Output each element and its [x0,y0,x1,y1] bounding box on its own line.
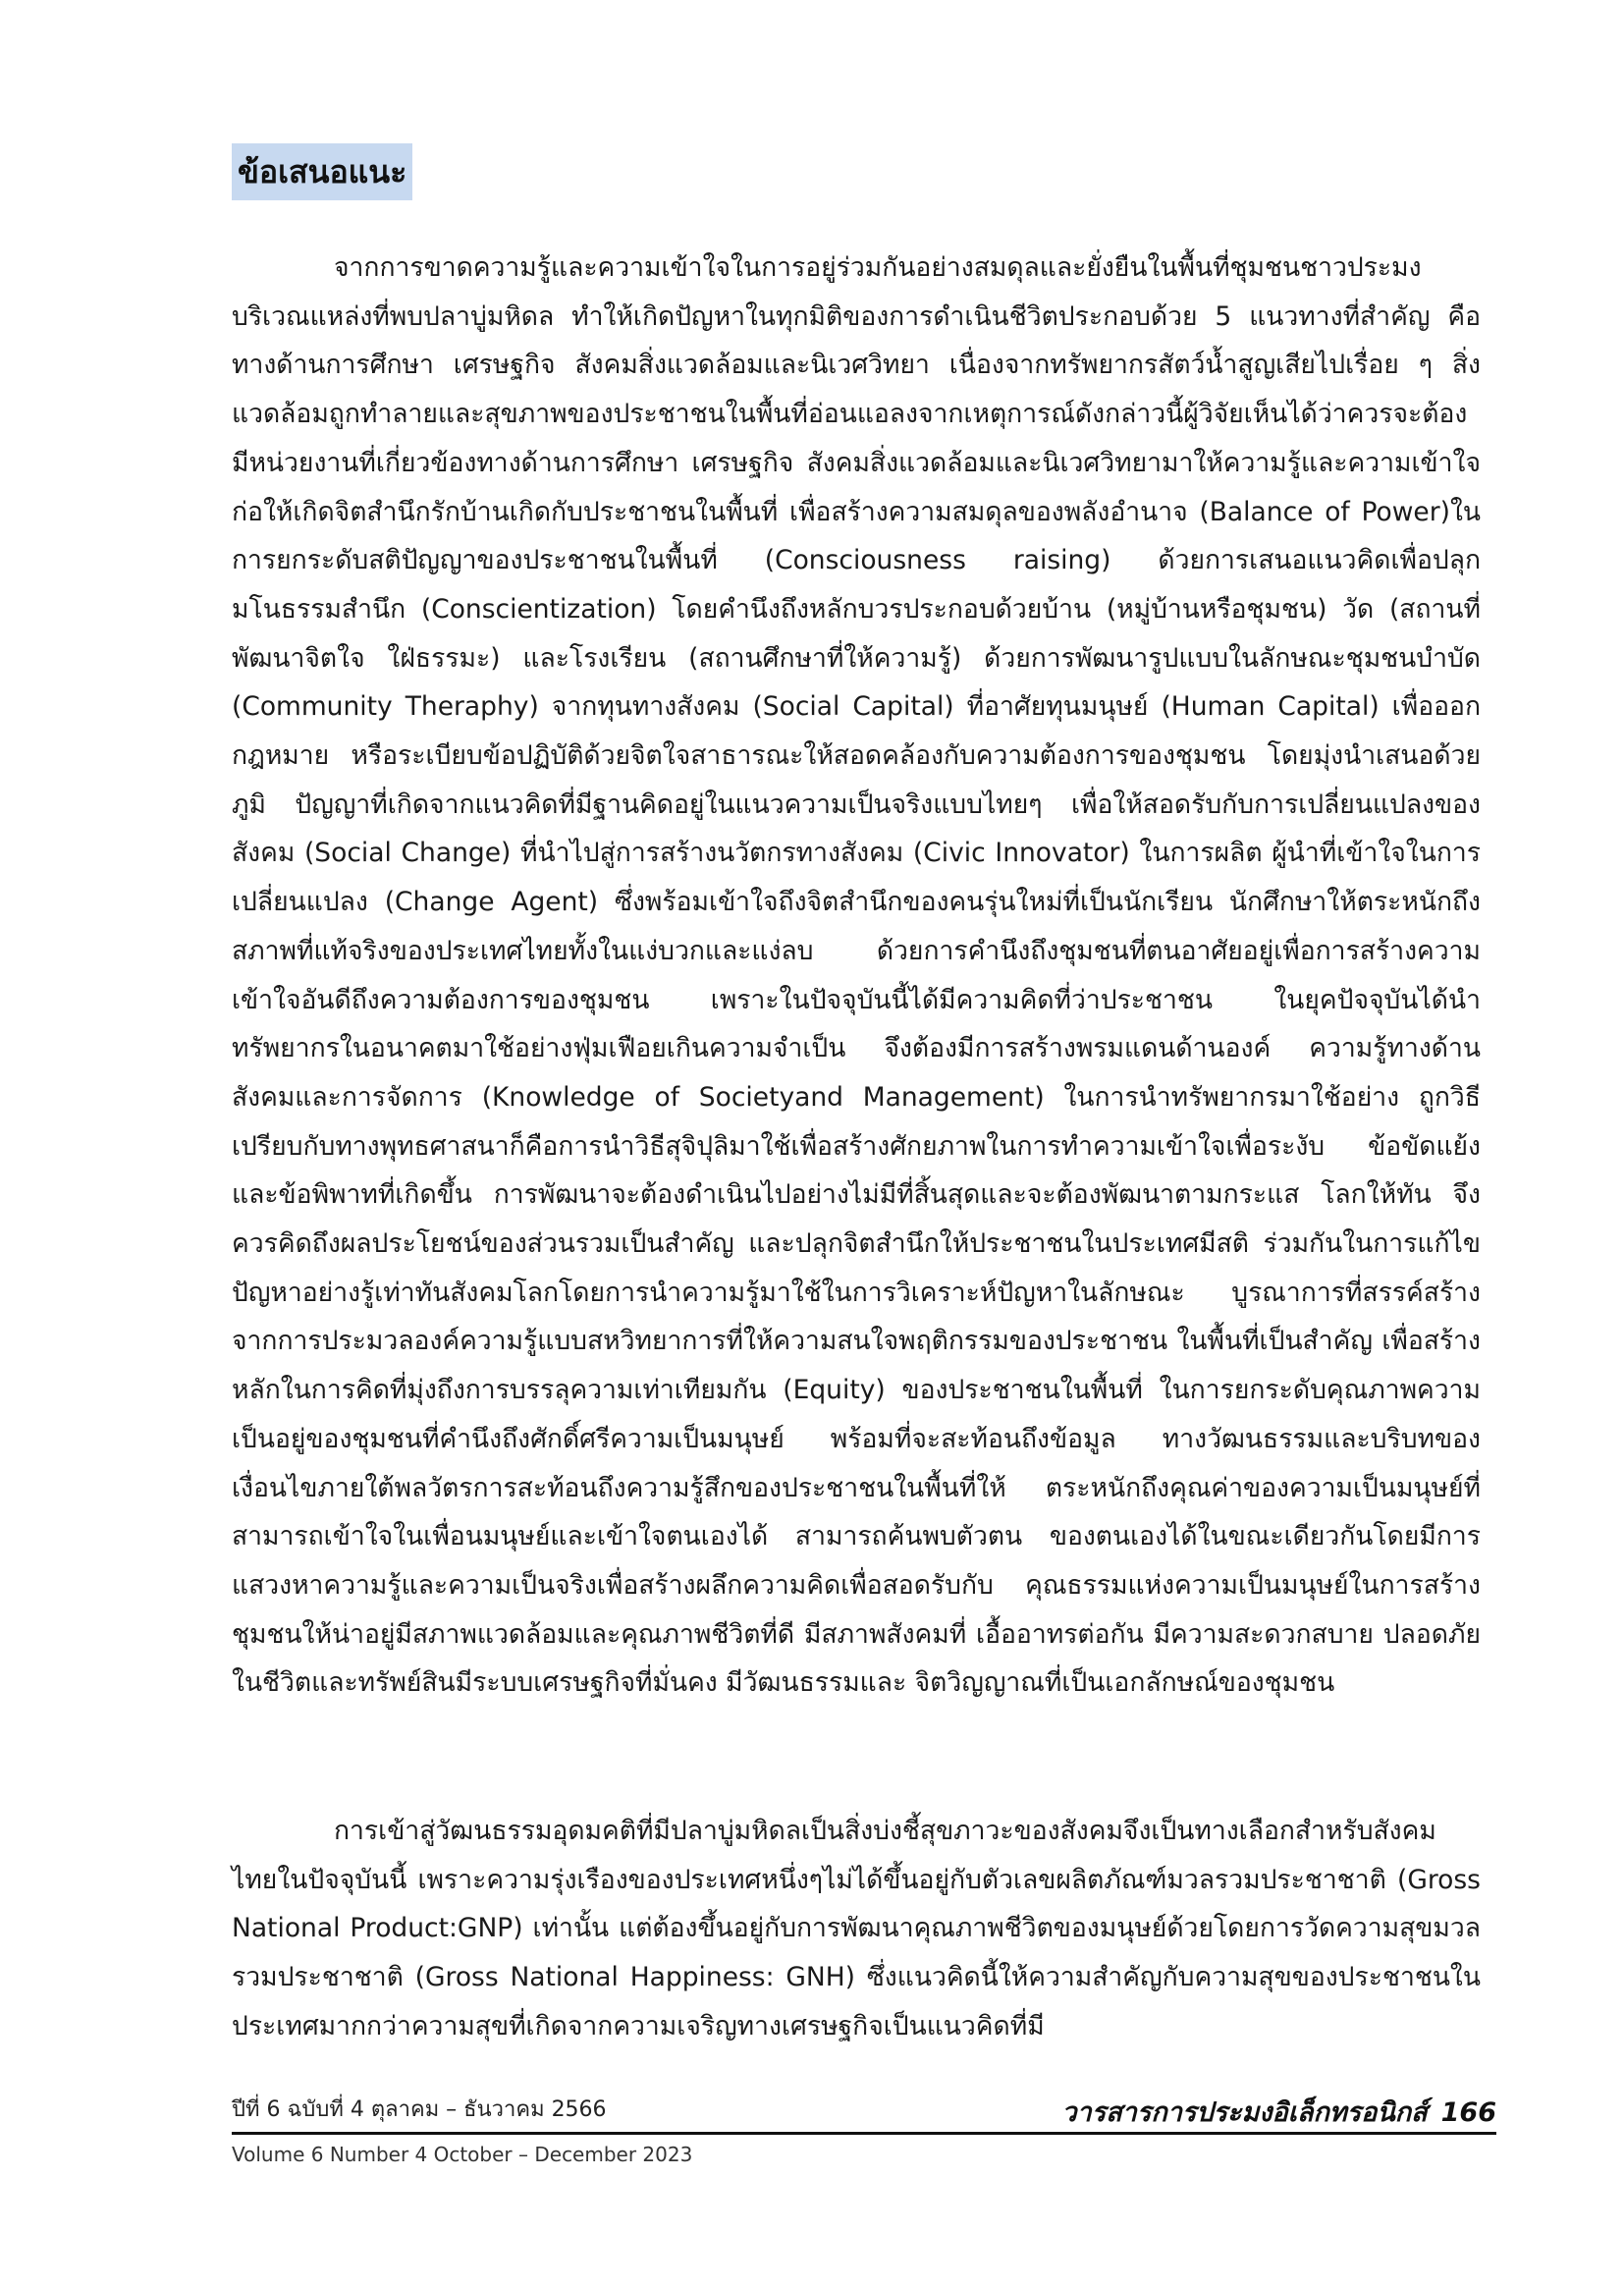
page-number: 166 [1440,2097,1496,2128]
body-paragraph-1: จากการขาดความรู้และความเข้าใจในการอยู่ร่วมกันอย่างสมดุลและยั่งยืนในพื้นที่ชุมชนชาวประมงบริเวณแหล่งที่พบปลาบู่มหิดล ทำให้เกิดปัญหาในทุกมิติของการดำเนินชีวิตประกอบด้วย 5 แนวทางที่สำคัญ คือ ทางด้านการศึกษา เศรษฐกิจ สังคมสิ่งแวดล้อมและนิเวศวิทยา เนื่องจากทรัพยากรสัตว์น้ำสูญเสียไปเรื่อย ๆ สิ่งแวดล้อมถูกทำลายและสุขภาพของประชาชนในพื้นที่อ่อนแอลงจากเหตุการณ์ดังกล่าวนี้ผู้วิจัยเห็นได้ว่าควรจะต้องมีหน่วยงานที่เกี่ยวข้องทางด้านการศึกษา เศรษฐกิจ สังคมสิ่งแวดล้อมและนิเวศวิทยามาให้ความรู้และความเข้าใจก่อให้เกิดจิตสำนึกรักบ้านเกิดกับประชาชนในพื้นที่ เพื่อสร้างความสมดุลของพลังอำนาจ (Balance of Power)ในการยกระดับสติปัญญาของประชาชนในพื้นที่ (Consciousness raising) ด้วยการเสนอแนวคิดเพื่อปลุก มโนธรรมสำนึก (Conscientization) โดยคำนึงถึงหลักบวรประกอบด้วยบ้าน (หมู่บ้านหรือชุมชน) วัด (สถานที่ พัฒนาจิตใจ ใฝ่ธรรมะ) และโรงเรียน (สถานศึกษาที่ให้ความรู้) ด้วยการพัฒนารูปแบบในลักษณะชุมชนบำบัด (Community Theraphy) จากทุนทางสังคม (Social Capital) ที่อาศัยทุนมนุษย์ (Human Capital) เพื่อออกกฎหมาย หรือระเบียบข้อปฏิบัติด้วยจิตใจสาธารณะให้สอดคล้องกับความต้องการของชุมชน โดยมุ่งนำเสนอด้วยภูมิ ปัญญาที่เกิดจากแนวคิดที่มีฐานคิดอยู่ในแนวความเป็นจริงแบบไทยๆ เพื่อให้สอดรับกับการเปลี่ยนแปลงของสังคม (Social Change) ที่นำไปสู่การสร้างนวัตกรทางสังคม (Civic Innovator) ในการผลิต ผู้นำที่เข้าใจในการเปลี่ยนแปลง (Change Agent) ซึ่งพร้อมเข้าใจถึงจิตสำนึกของคนรุ่นใหม่ที่เป็นนักเรียน นักศึกษาให้ตระหนักถึงสภาพที่แท้จริงของประเทศไทยทั้งในแง่บวกและแง่ลบ ด้วยการคำนึงถึงชุมชนที่ตนอาศัยอยู่เพื่อการสร้างความเข้าใจอันดีถึงความต้องการของชุมชน เพราะในปัจจุบันนี้ได้มีความคิดที่ว่าประชาชน ในยุคปัจจุบันได้นำทรัพยากรในอนาคตมาใช้อย่างฟุ่มเฟือยเกินความจำเป็น จึงต้องมีการสร้างพรมแดนด้านองค์ ความรู้ทางด้านสังคมและการจัดการ (Knowledge of Societyand Management) ในการนำทรัพยากรมาใช้อย่าง ถูกวิธีเปรียบกับทางพุทธศาสนาก็คือการนำวิธีสุจิปุลิมาใช้เพื่อสร้างศักยภาพในการทำความเข้าใจเพื่อระงับ ข้อขัดแย้งและข้อพิพาทที่เกิดขึ้น การพัฒนาจะต้องดำเนินไปอย่างไม่มีที่สิ้นสุดและจะต้องพัฒนาตามกระแส โลกให้ทัน จึงควรคิดถึงผลประโยชน์ของส่วนรวมเป็นสำคัญ และปลุกจิตสำนึกให้ประชาชนในประเทศมีสติ ร่วมกันในการแก้ไขปัญหาอย่างรู้เท่าทันสังคมโลกโดยการนำความรู้มาใช้ในการวิเคราะห์ปัญหาในลักษณะ บูรณาการที่สรรค์สร้างจากการประมวลองค์ความรู้แบบสหวิทยาการที่ให้ความสนใจพฤติกรรมของประชาชน ในพื้นที่เป็นสำคัญ เพื่อสร้างหลักในการคิดที่มุ่งถึงการบรรลุความเท่าเทียมกัน (Equity) ของประชาชนในพื้นที่ ในการยกระดับคุณภาพความเป็นอยู่ของชุมชนที่คำนึงถึงศักดิ์ศรีความเป็นมนุษย์ พร้อมที่จะสะท้อนถึงข้อมูล ทางวัฒนธรรมและบริบทของเงื่อนไขภายใต้พลวัตรการสะท้อนถึงความรู้สึกของประชาชนในพื้นที่ให้ ตระหนักถึงคุณค่าของความเป็นมนุษย์ที่สามารถเข้าใจในเพื่อนมนุษย์และเข้าใจตนเองได้ สามารถค้นพบตัวตน ของตนเองได้ในขณะเดียวกันโดยมีการแสวงหาความรู้และความเป็นจริงเพื่อสร้างผลึกความคิดเพื่อสอดรับกับ คุณธรรมแห่งความเป็นมนุษย์ในการสร้างชุมชนให้น่าอยู่มีสภาพแวดล้อมและคุณภาพชีวิตที่ดี มีสภาพสังคมที่ เอื้ออาทรต่อกัน มีความสะดวกสบาย ปลอดภัยในชีวิตและทรัพย์สินมีระบบเศรษฐกิจที่มั่นคง มีวัฒนธรรมและ จิตวิญญาณที่เป็นเอกลักษณ์ของชุมชน [232,252,1481,1699]
footer-divider [232,2132,1496,2135]
footer-issue-english: Volume 6 Number 4 October – December 2023 [232,2143,693,2166]
footer-journal-block [1054,2097,1496,2129]
footer-issue-thai: ปีที่ 6 ฉบับที่ 4 ตุลาคม – ธันวาคม 2566 [232,2097,607,2122]
body-paragraph-2: การเข้าสู่วัฒนธรรมอุดมคติที่มีปลาบู่มหิดลเป็นสิ่งบ่งชี้สุขภาวะของสังคมจึงเป็นทางเลือกสำหรับสังคมไทยในปัจจุบันนี้ เพราะความรุ่งเรืองของประเทศหนึ่งๆไม่ได้ขึ้นอยู่กับตัวเลขผลิตภัณฑ์มวลรวมประชาชาติ (Gross National Product:GNP) เท่านั้น แต่ต้องขึ้นอยู่กับการพัฒนาคุณภาพชีวิตของมนุษย์ด้วยโดยการวัดความสุขมวลรวมประชาชาติ (Gross National Happiness: GNH) ซึ่งแนวคิดนี้ให้ความสำคัญกับความสุขของประชาชนในประเทศมากกว่าความสุขที่เกิดจากความเจริญทางเศรษฐกิจเป็นแนวคิดที่มี [232,1816,1481,2041]
section-heading: ข้อเสนอแนะ [232,143,412,200]
footer-journal-name: วารสารการประมงอิเล็กทรอนิกส์ [1061,2097,1428,2128]
